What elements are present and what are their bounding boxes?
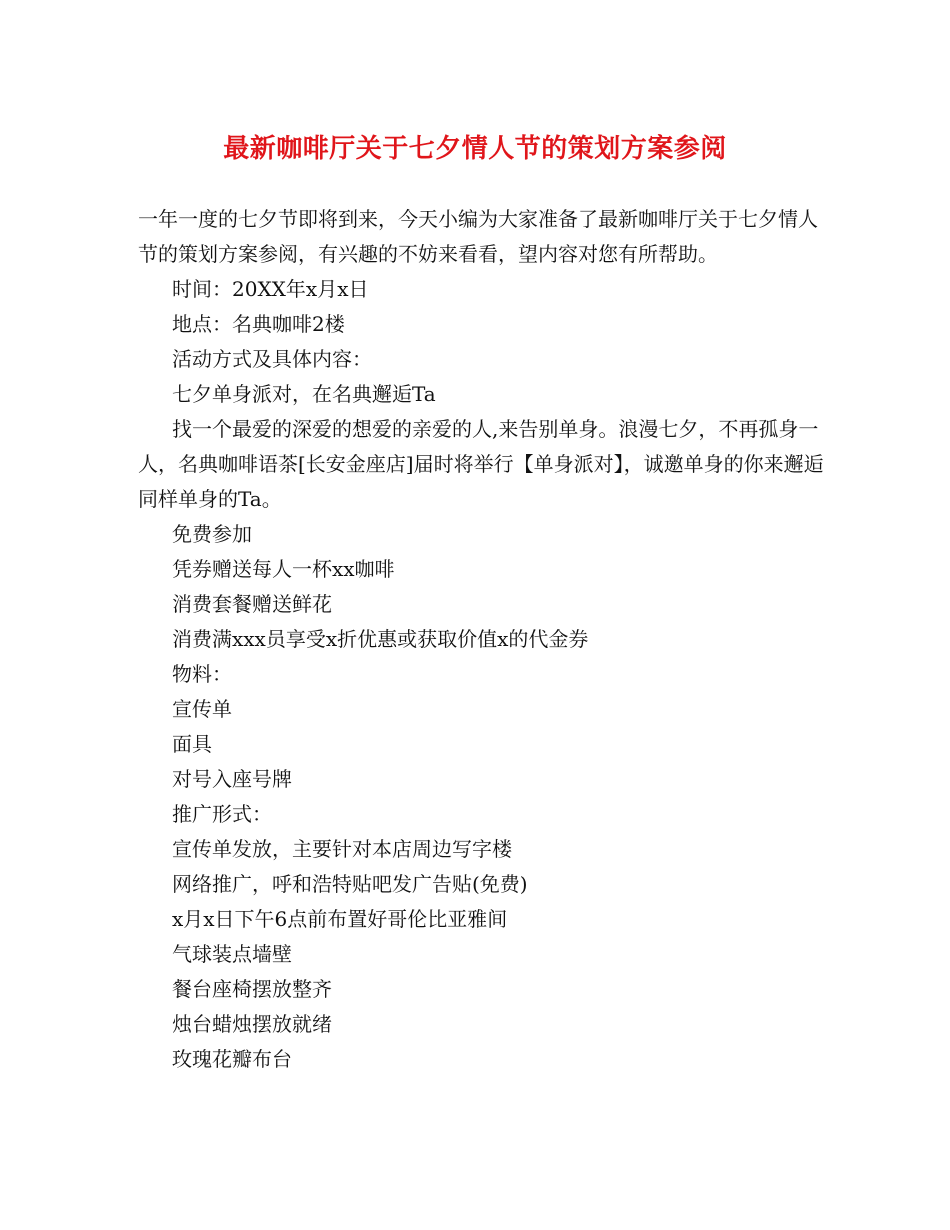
location-line: 地点：名典咖啡2楼 xyxy=(172,312,345,336)
list-item: 免费参加 xyxy=(172,522,252,546)
list-item: 消费满xxx员享受x折优惠或获取价值x的代金券 xyxy=(172,627,589,651)
list-item: 对号入座号牌 xyxy=(172,767,292,791)
list-item: 宣传单发放，主要针对本店周边写字楼 xyxy=(172,837,512,861)
list-item: 消费套餐赠送鲜花 xyxy=(172,592,332,616)
list-item: x月x日下午6点前布置好哥伦比亚雅间 xyxy=(172,907,508,931)
list-item: 餐台座椅摆放整齐 xyxy=(172,977,332,1001)
list-item: 气球装点墙壁 xyxy=(172,942,292,966)
list-item: 宣传单 xyxy=(172,697,232,721)
promotion-heading: 推广形式： xyxy=(172,802,272,826)
materials-heading: 物料： xyxy=(172,662,232,686)
document-body xyxy=(138,202,828,1077)
event-name-line: 七夕单身派对，在名典邂逅Ta xyxy=(172,382,436,406)
document-title: 最新咖啡厅关于七夕情人节的策划方案参阅 xyxy=(223,134,727,164)
list-item: 烛台蜡烛摆放就绪 xyxy=(172,1012,332,1036)
list-item: 面具 xyxy=(172,732,212,756)
list-item: 玫瑰花瓣布台 xyxy=(172,1047,292,1071)
list-item: 网络推广，呼和浩特贴吧发广告贴(免费) xyxy=(172,872,528,896)
list-item: 凭券赠送每人一杯xx咖啡 xyxy=(172,557,395,581)
intro-paragraph: 一年一度的七夕节即将到来，今天小编为大家准备了最新咖啡厅关于七夕情人节的策划方案参阅，有兴趣的不妨来看看，望内容对您有所帮助。 xyxy=(138,207,818,266)
activity-heading: 活动方式及具体内容： xyxy=(172,347,372,371)
time-line: 时间：20XX年x月x日 xyxy=(172,277,369,301)
event-description-paragraph: 找一个最爱的深爱的想爱的亲爱的人,来告别单身。浪漫七夕，不再孤身一人，名典咖啡语茶[长安金座店]届时将举行【单身派对】，诚邀单身的你来邂逅同样单身的Ta。 xyxy=(138,417,824,511)
